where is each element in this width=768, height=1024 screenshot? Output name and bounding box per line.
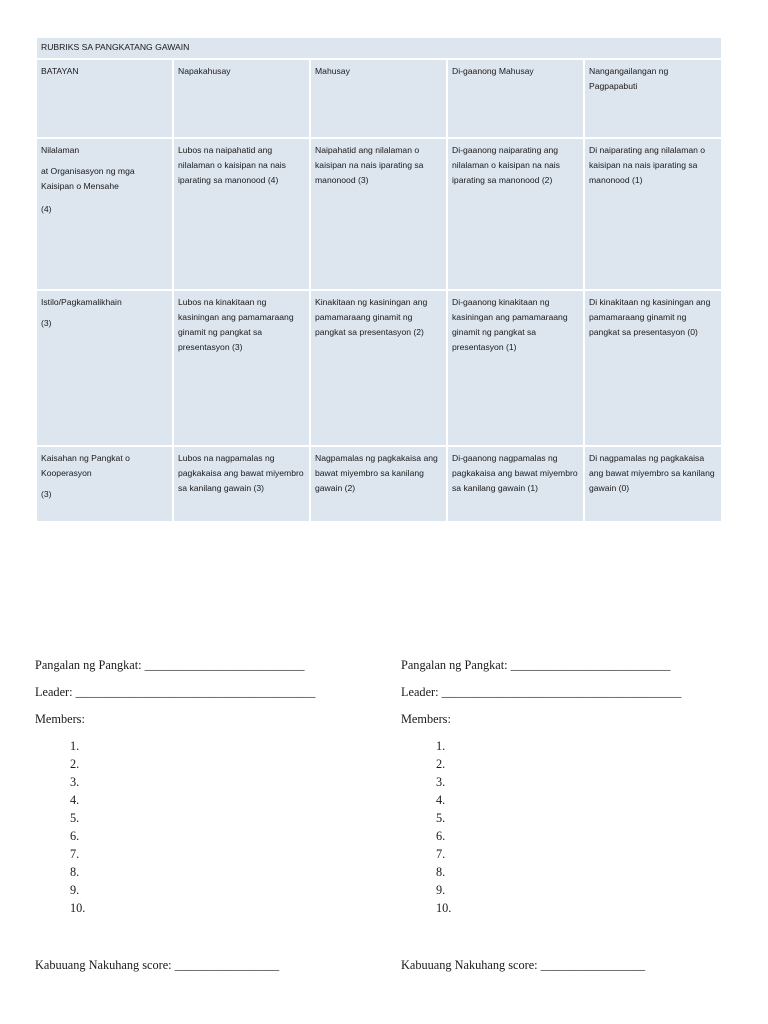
- rubric-row-kaisahan: [36, 446, 722, 522]
- criterion-cell: [36, 446, 173, 522]
- team-name-line: [401, 656, 731, 683]
- leader-line: [401, 683, 731, 710]
- group-form-left: [35, 656, 365, 972]
- member-item: 3.: [436, 775, 446, 789]
- member-item: 1.: [70, 739, 80, 753]
- member-item: 1.: [436, 739, 446, 753]
- team-name-label: Pangalan ng Pangkat:: [401, 658, 511, 672]
- member-item: 6.: [436, 829, 446, 843]
- member-item: 8.: [436, 865, 446, 879]
- level-cell: Naipahatid ang nilalaman o kaisipan na nais iparating sa manonood (3): [310, 138, 447, 290]
- level-cell: Di kinakitaan ng kasiningan ang pamamaraang ginamit ng pangkat sa presentasyon (0): [584, 290, 722, 446]
- member-item: 2.: [436, 757, 446, 771]
- level-cell: Lubos na naipahatid ang nilalaman o kaisipan na nais iparating sa manonood (4): [173, 138, 310, 290]
- level-cell: Di-gaanong kinakitaan ng kasiningan ang pamamaraang ginamit ng pangkat sa presentasyon (1): [447, 290, 584, 446]
- header-nangangailangan: Nangangailangan ng Pagpapabuti: [584, 59, 722, 138]
- team-name-label: Pangalan ng Pangkat:: [35, 658, 145, 672]
- member-item: 4.: [436, 793, 446, 807]
- score-label: Kabuuang Nakuhang score:: [401, 958, 541, 972]
- rubric-title: RUBRIKS SA PANGKATANG GAWAIN: [36, 37, 722, 59]
- criterion-sublabel: at Organisasyon ng mga Kaisipan o Mensahe: [41, 166, 135, 191]
- criterion-cell: [36, 138, 173, 290]
- rubric-title-row: [36, 37, 722, 59]
- level-cell: Lubos na kinakitaan ng kasiningan ang pamamaraang ginamit ng pangkat sa presentasyon (3): [173, 290, 310, 446]
- member-item: 7.: [70, 847, 80, 861]
- rubric-row-nilalaman: [36, 138, 722, 290]
- rubric-row-istilo: [36, 290, 722, 446]
- level-cell: Di-gaanong nagpamalas ng pagkakaisa ang bawat miyembro sa kanilang gawain (1): [447, 446, 584, 522]
- level-cell: Di nagpamalas ng pagkakaisa ang bawat miyembro sa kanilang gawain (0): [584, 446, 722, 522]
- header-di-gaanong-mahusay: Di-gaanong Mahusay: [447, 59, 584, 138]
- member-item: 9.: [70, 883, 80, 897]
- leader-blank[interactable]: _______________________________________: [75, 685, 316, 699]
- header-napakahusay: Napakahusay: [173, 59, 310, 138]
- members-label: Members:: [35, 712, 85, 726]
- group-form-right: [401, 656, 731, 972]
- criterion-label: Istilo/Pagkamalikhain: [41, 297, 122, 307]
- level-cell: Di naiparating ang nilalaman o kaisipan na nais iparating sa manonood (1): [584, 138, 722, 290]
- member-item: 9.: [436, 883, 446, 897]
- member-item: 3.: [70, 775, 80, 789]
- leader-label: Leader:: [35, 685, 76, 699]
- level-cell: Di-gaanong naiparating ang nilalaman o kaisipan na nais iparating sa manonood (2): [447, 138, 584, 290]
- team-name-line: [35, 656, 365, 683]
- leader-label: Leader:: [401, 685, 442, 699]
- leader-line: [35, 683, 365, 710]
- team-name-blank[interactable]: __________________________: [510, 658, 671, 672]
- criterion-label: Kaisahan ng Pangkat o Kooperasyon: [41, 453, 130, 478]
- score-blank[interactable]: _________________: [174, 958, 280, 972]
- member-item: 8.: [70, 865, 80, 879]
- criterion-points: (3): [41, 318, 52, 328]
- member-item: 2.: [70, 757, 80, 771]
- members-list: [35, 737, 365, 917]
- member-item: 4.: [70, 793, 80, 807]
- member-item: 10.: [70, 901, 86, 915]
- level-cell: Kinakitaan ng kasiningan ang pamamaraang ginamit ng pangkat sa presentasyon (2): [310, 290, 447, 446]
- criterion-cell: [36, 290, 173, 446]
- level-cell: Lubos na nagpamalas ng pagkakaisa ang bawat miyembro sa kanilang gawain (3): [173, 446, 310, 522]
- criterion-points: (3): [41, 489, 52, 499]
- member-item: 5.: [70, 811, 80, 825]
- criterion-label: Nilalaman: [41, 145, 80, 155]
- rubric-table: [35, 36, 723, 523]
- members-list: [401, 737, 731, 917]
- team-name-blank[interactable]: __________________________: [144, 658, 305, 672]
- header-mahusay: Mahusay: [310, 59, 447, 138]
- level-cell: Nagpamalas ng pagkakaisa ang bawat miyembro sa kanilang gawain (2): [310, 446, 447, 522]
- score-blank[interactable]: _________________: [540, 958, 646, 972]
- rubric-header-row: [36, 59, 722, 138]
- score-label: Kabuuang Nakuhang score:: [35, 958, 175, 972]
- criterion-points: (4): [41, 204, 52, 214]
- members-label: Members:: [401, 712, 451, 726]
- leader-blank[interactable]: _______________________________________: [441, 685, 682, 699]
- score-line: [35, 956, 279, 974]
- score-line: [401, 956, 645, 974]
- member-item: 7.: [436, 847, 446, 861]
- header-batayan: BATAYAN: [36, 59, 173, 138]
- member-item: 5.: [436, 811, 446, 825]
- member-item: 10.: [436, 901, 452, 915]
- member-item: 6.: [70, 829, 80, 843]
